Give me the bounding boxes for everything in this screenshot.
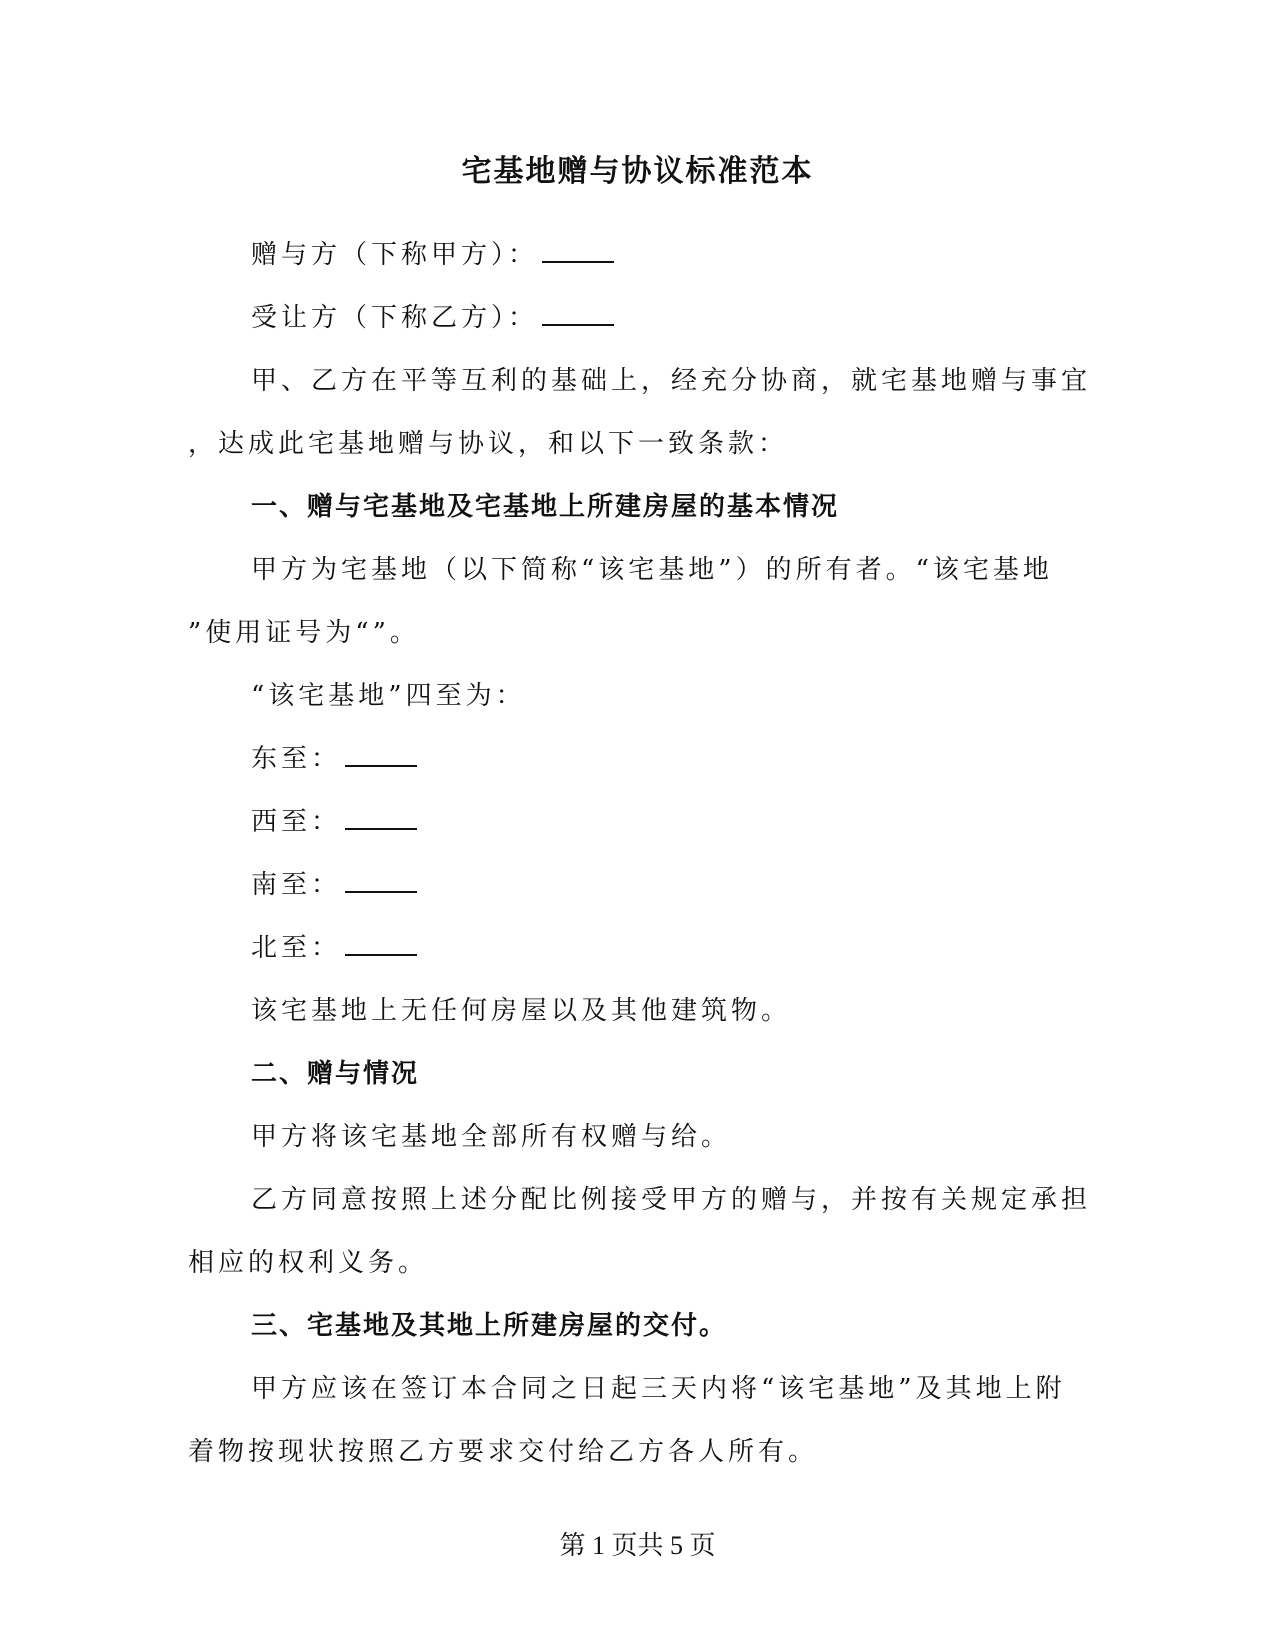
south-label: 南至： [251,870,342,900]
section2-heading: 二、赠与情况 [251,1059,420,1089]
south-blank [345,869,417,893]
section3-p1-line-2: 着物按现状按照乙方要求交付给乙方各人所有。 [188,1437,819,1467]
north-blank [345,932,417,956]
east-bound-line [188,728,1068,791]
section1-note: 该宅基地上无任何房屋以及其他建筑物。 [251,996,792,1026]
intro-line-1: 甲、乙方在平等互利的基础上，经充分协商，就宅基地赠与事宜 [251,366,1092,396]
east-blank [345,743,417,767]
section2-p2-line-1: 乙方同意按照上述分配比例接受甲方的赠与，并按有关规定承担 [251,1185,1092,1215]
section2-p2-line-2: 相应的权利义务。 [188,1248,429,1278]
section2-p1: 甲方将该宅基地全部所有权赠与给。 [251,1122,732,1152]
donor-blank [542,239,614,263]
recipient-line [188,287,1068,350]
north-bound-line [188,917,1068,980]
west-bound-line [188,791,1068,854]
section1-heading: 一、赠与宅基地及宅基地上所建房屋的基本情况 [251,492,840,522]
south-bound-line [188,854,1068,917]
recipient-blank [542,302,614,326]
west-label: 西至： [251,807,342,837]
section3-heading: 三、宅基地及其地上所建房屋的交付。 [251,1311,728,1341]
east-label: 东至： [251,744,342,774]
page-title: 宅基地赠与协议标准范本 [461,154,814,189]
north-label: 北至： [251,933,342,963]
section1-p1-line-2: ”使用证号为“”。 [188,618,420,648]
donor-line [188,224,1068,287]
page-footer: 第 1 页共 5 页 [559,1531,716,1560]
document-body [188,224,1092,1484]
bounds-intro: “该宅基地”四至为： [251,681,526,711]
west-blank [345,806,417,830]
donor-label: 赠与方（下称甲方）： [251,240,539,270]
intro-line-2: ，达成此宅基地赠与协议，和以下一致条款： [188,429,789,459]
section3-p1-line-1: 甲方应该在签订本合同之日起三天内将“该宅基地”及其地上附 [251,1374,1066,1404]
recipient-label: 受让方（下称乙方）： [251,303,539,333]
section1-p1-line-1: 甲方为宅基地（以下简称“该宅基地”）的所有者。“该宅基地 [251,555,1053,585]
